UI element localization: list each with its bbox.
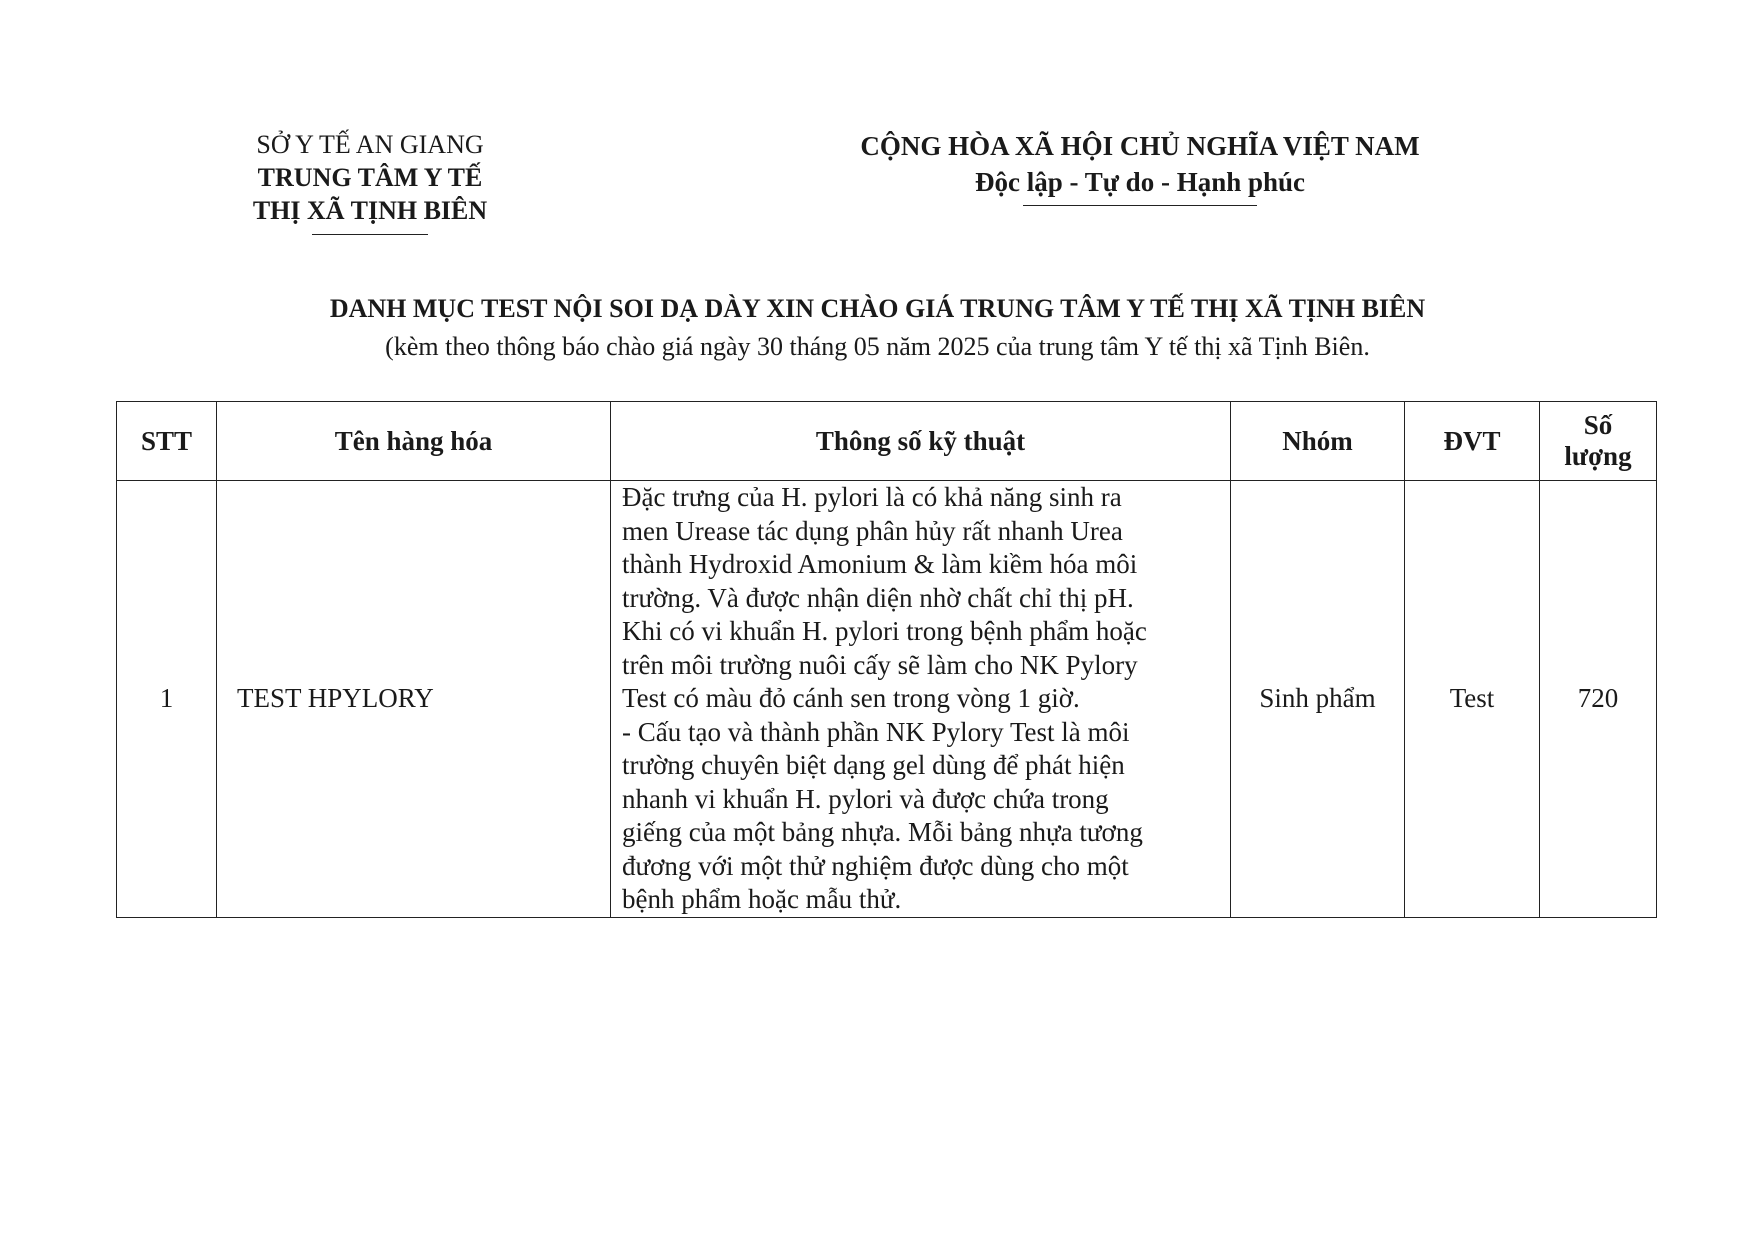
cell-group: Sinh phẩm — [1231, 481, 1405, 918]
motto-underline — [1023, 205, 1257, 206]
table-row — [117, 481, 1657, 918]
cell-item-name: TEST HPYLORY — [217, 481, 611, 918]
issuing-agency-block — [210, 128, 530, 235]
header-item-name: Tên hàng hóa — [217, 402, 611, 481]
agency-underline — [312, 234, 428, 235]
agency-location: THỊ XÃ TỊNH BIÊN — [252, 196, 488, 225]
country-name: CỘNG HÒA XÃ HỘI CHỦ NGHĨA VIỆT NAM — [860, 131, 1420, 161]
national-motto: Độc lập - Tự do - Hạnh phúc — [974, 167, 1306, 197]
header-group: Nhóm — [1231, 402, 1405, 481]
header-quantity-line2: lượng — [1564, 441, 1632, 471]
header-specification: Thông số kỹ thuật — [611, 402, 1231, 481]
national-motto-block — [790, 128, 1490, 206]
header-quantity-line1: Số — [1583, 410, 1613, 440]
agency-name: TRUNG TÂM Y TẾ — [257, 163, 483, 192]
header-unit: ĐVT — [1405, 402, 1540, 481]
cell-specification: Đặc trưng của H. pylori là có khả năng sinh ra men Urease tác dụng phân hủy rất nhanh Urea thành Hydroxid Amonium & làm kiềm hóa môi trường. Và được nhận diện nhờ chất chỉ thị pH. Khi có vi khuẩn H. pylori trong bệnh phẩm hoặc trên môi trường nuôi cấy sẽ làm cho NK Pylory Test có màu đỏ cánh sen trong vòng 1 giờ. - Cấu tạo và thành phần NK Pylory Test là môi trường chuyên biệt dạng gel dùng để phát hiện nhanh vi khuẩn H. pylori và được chứa trong giếng của một bảng nhựa. Mỗi bảng nhựa tương đương với một thử nghiệm được dùng cho một bệnh phẩm hoặc mẫu thử. — [611, 481, 1231, 918]
cell-unit: Test — [1405, 481, 1540, 918]
table-header-row — [117, 402, 1657, 481]
document-title: DANH MỤC TEST NỘI SOI DẠ DÀY XIN CHÀO GIÁ TRUNG TÂM Y TẾ THỊ XÃ TỊNH BIÊN — [329, 294, 1426, 323]
item-table — [116, 401, 1657, 918]
header-stt: STT — [117, 402, 217, 481]
document-subtitle: (kèm theo thông báo chào giá ngày 30 tháng 05 năm 2025 của trung tâm Y tế thị xã Tịnh Biên. — [385, 332, 1370, 361]
cell-quantity: 720 — [1540, 481, 1657, 918]
header-quantity — [1540, 402, 1657, 481]
cell-stt: 1 — [117, 481, 217, 918]
agency-parent-name: SỞ Y TẾ AN GIANG — [256, 130, 484, 159]
